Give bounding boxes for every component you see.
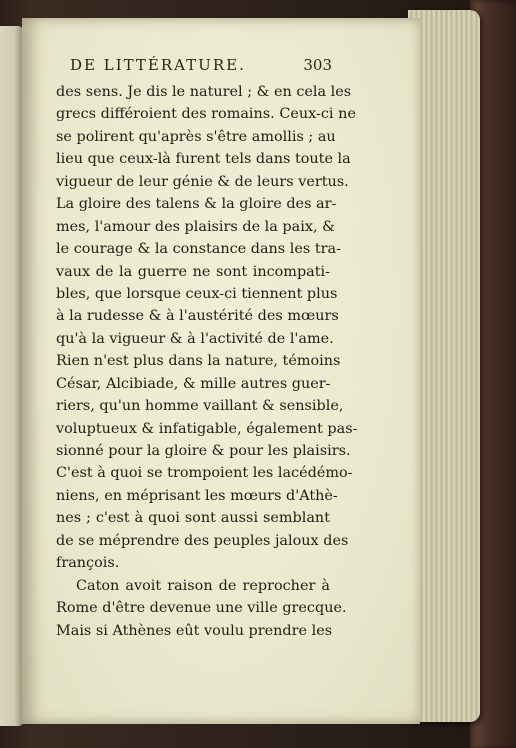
running-head-title: DE LITTÉRATURE.	[70, 56, 246, 74]
text-line: Rome d'être devenue une ville grecque.	[56, 600, 347, 617]
text-line: vigueur de leur génie & de leurs vertus.	[56, 173, 349, 190]
text-line: La gloire des talens & la gloire des ar-	[56, 196, 337, 213]
left-page-edge	[0, 26, 24, 726]
text-line: grecs différoient des romains. Ceux-ci ne	[56, 106, 356, 123]
text-line: voluptueux & infatigable, également pas-	[56, 420, 358, 437]
text-line: niens, en méprisant les mœurs d'Athè-	[56, 487, 338, 504]
text-line: lieu que ceux-là furent tels dans toute la	[56, 151, 351, 168]
page-number: 303	[303, 56, 332, 74]
text-line: riers, qu'un homme vaillant & sensible,	[56, 398, 344, 415]
text-line: Caton avoit raison de reprocher à	[76, 577, 330, 594]
text-line: mes, l'amour des plaisirs de la paix, &	[56, 218, 335, 235]
text-line: bles, que lorsque ceux-ci tiennent plus	[56, 285, 338, 302]
text-line: nes ; c'est à quoi sont aussi semblant	[56, 510, 330, 527]
body-text	[56, 81, 358, 642]
text-line: le courage & la constance dans les tra-	[56, 241, 341, 258]
text-line: françois.	[56, 555, 120, 572]
text-line: qu'à la vigueur & à l'activité de l'ame.	[56, 330, 334, 347]
running-header	[70, 56, 332, 74]
text-line: César, Alcibiade, & mille autres guer-	[56, 375, 331, 392]
text-line: se polirent qu'après s'être amollis ; au	[56, 128, 336, 145]
text-line: vaux de la guerre ne sont incompati-	[56, 263, 330, 280]
text-line: des sens. Je dis le naturel ; & en cela les	[56, 84, 352, 100]
text-line: Rien n'est plus dans la nature, témoins	[56, 353, 341, 370]
text-line: sionné pour la gloire & pour les plaisirs.	[56, 443, 351, 459]
text-line: de se méprendre des peuples jaloux des	[56, 532, 349, 549]
text-line: Mais si Athènes eût voulu prendre les	[56, 622, 333, 639]
text-line: à la rudesse & à l'austérité des mœurs	[56, 308, 339, 325]
text-line: C'est à quoi se trompoient les lacédémo-	[56, 465, 353, 482]
